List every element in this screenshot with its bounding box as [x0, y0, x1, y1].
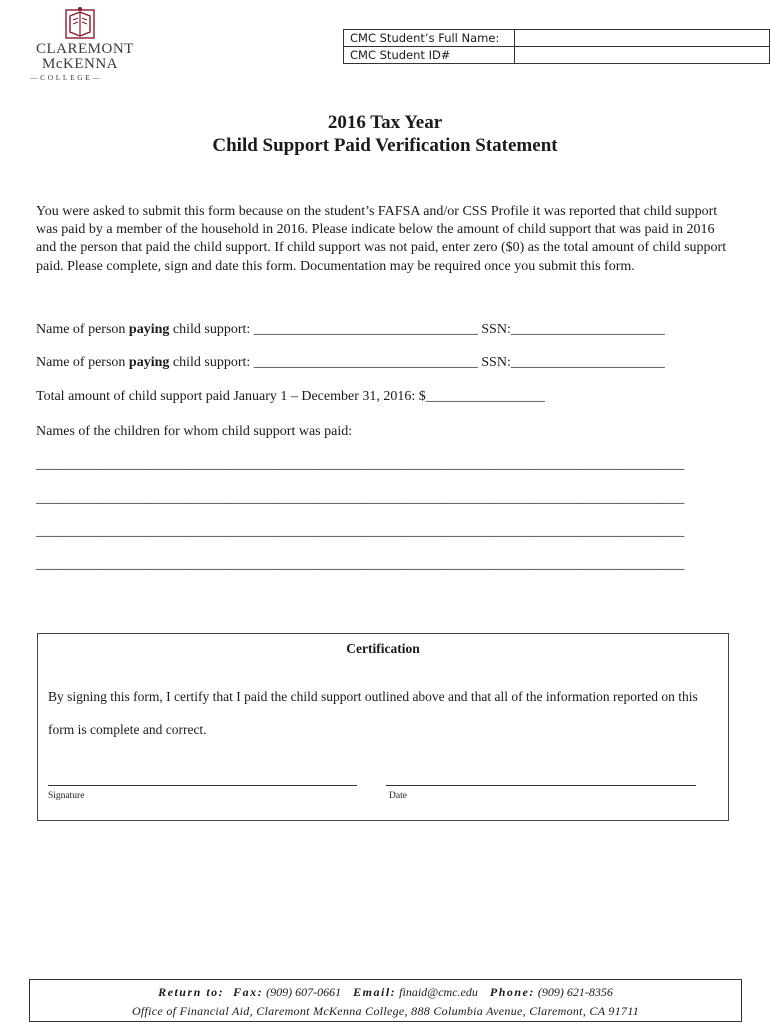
payer-1-field[interactable]: [36, 322, 665, 338]
payer-1-label-prefix: Name of person: [36, 322, 129, 337]
date-line[interactable]: [386, 785, 696, 786]
college-logo: [30, 6, 134, 82]
form-tax-year-title: 2016 Tax Year: [327, 112, 443, 133]
certification-box: [37, 633, 729, 821]
email-link[interactable]: finaid@cmc.edu: [399, 985, 478, 999]
return-footer: [29, 979, 742, 1022]
college-seal-icon: [60, 6, 100, 42]
children-name-line-1[interactable]: ________________________________________________________________________________________________: [36, 457, 684, 472]
fax-number: (909) 607-0661: [266, 985, 342, 999]
total-amount-field[interactable]: Total amount of child support paid January 1 – December 31, 2016: $_________________: [36, 389, 545, 404]
payer-2-field[interactable]: [36, 355, 665, 371]
logo-text-college: —COLLEGE—: [30, 73, 103, 82]
return-to-label: Return to:: [158, 985, 225, 999]
payer-1-label-suffix: child support: ________________________________ SSN:______________________: [169, 322, 665, 337]
student-id-field[interactable]: [514, 47, 769, 64]
phone-number: (909) 621-8356: [537, 985, 613, 999]
payer-2-label-prefix: Name of person: [36, 355, 129, 370]
intro-paragraph: You were asked to submit this form because on the student’s FAFSA and/or CSS Profile it was reported that child support was paid by a member of the household in 2016. Please indicate below the amount of child support that was paid in 2016 and the person that paid the child support. If child support was not paid, enter zero ($0) as the total amount of child support paid. Please complete, sign and date this form. Documentation may be required once you submit this form.: [36, 204, 727, 274]
certification-text-line-2: form is complete and correct.: [48, 722, 207, 737]
student-info-table: [343, 29, 770, 64]
children-name-line-3[interactable]: ________________________________________________________________________________________________: [36, 524, 684, 539]
student-name-label: CMC Student’s Full Name:: [344, 30, 515, 47]
children-name-line-4[interactable]: ________________________________________________________________________________________________: [36, 557, 684, 572]
signature-label: Signature: [48, 791, 85, 801]
student-name-field[interactable]: [514, 30, 769, 47]
student-name-row: [344, 30, 770, 47]
phone-label: Phone:: [489, 985, 535, 999]
payer-1-label-bold: paying: [128, 322, 170, 337]
form-title: Child Support Paid Verification Statement: [212, 135, 558, 156]
children-names-label: Names of the children for whom child support was paid:: [36, 424, 353, 439]
student-id-label: CMC Student ID#: [344, 47, 515, 64]
certification-text-line-1: By signing this form, I certify that I paid the child support outlined above and that all of the information reported on this: [48, 689, 698, 704]
logo-text-claremont: CLAREMONT: [36, 41, 134, 57]
signature-line[interactable]: [48, 785, 357, 786]
footer-contact-line: [30, 985, 741, 1000]
certification-title: Certification: [346, 641, 420, 656]
payer-2-label-suffix: child support: ________________________________ SSN:______________________: [169, 355, 665, 370]
fax-label: Fax:: [233, 985, 264, 999]
email-label: Email:: [353, 985, 397, 999]
student-id-row: [344, 47, 770, 64]
office-address: Office of Financial Aid, Claremont McKenna College, 888 Columbia Avenue, Claremont, CA 91711: [131, 1004, 640, 1018]
payer-2-label-bold: paying: [128, 355, 170, 370]
children-name-line-2[interactable]: ________________________________________________________________________________________________: [36, 491, 684, 506]
date-label: Date: [389, 791, 407, 801]
logo-text-mckenna: McKENNA: [42, 56, 118, 72]
